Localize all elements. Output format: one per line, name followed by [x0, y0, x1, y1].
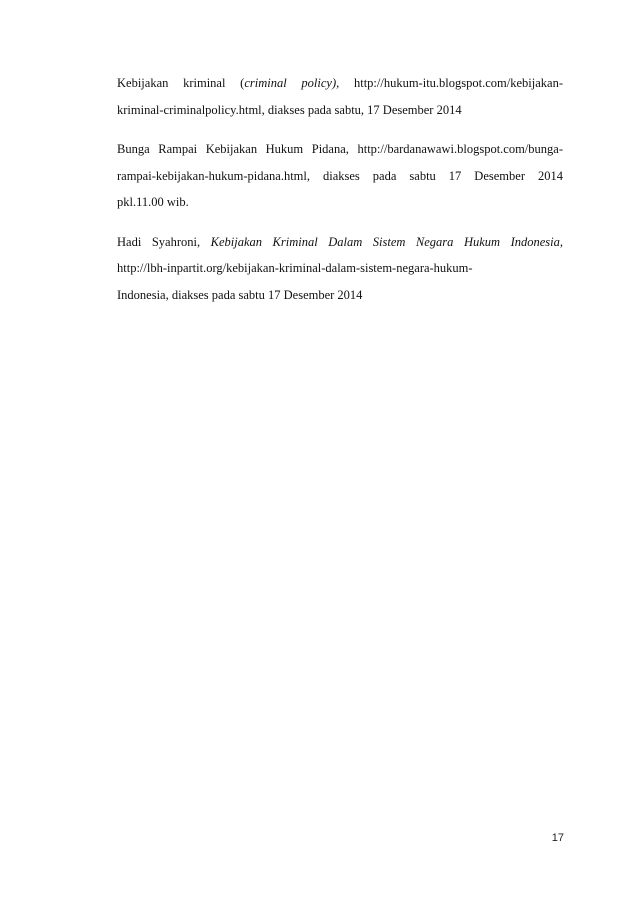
reference-entry [117, 136, 563, 216]
reference-text: rampai-kebijakan-hukum-pidana.html, diakses pada sabtu 17 Desember 2014 [117, 168, 563, 183]
reference-line [117, 282, 563, 309]
reference-entry [117, 229, 563, 309]
reference-text: pkl.11.00 wib. [117, 195, 189, 209]
reference-text: kriminal-criminalpolicy.html, diakses pada sabtu, 17 Desember 2014 [117, 102, 462, 117]
reference-text: http://hukum-itu.blogspot.com/kebijakan- [339, 76, 563, 90]
reference-entry [117, 70, 563, 123]
reference-text: Kebijakan kriminal ( [117, 76, 245, 90]
reference-list [117, 70, 563, 321]
reference-line [117, 189, 563, 216]
reference-line [117, 163, 563, 190]
reference-line [117, 136, 563, 163]
reference-text: Bunga Rampai Kebijakan Hukum Pidana, http://bardanawawi.blogspot.com/bunga- [117, 142, 563, 156]
reference-line [117, 255, 563, 282]
reference-line [117, 70, 563, 97]
reference-text: Indonesia, diakses pada sabtu 17 Desember 2014 [117, 287, 363, 302]
reference-text: Hadi Syahroni, [117, 234, 211, 249]
reference-line [117, 97, 563, 124]
reference-text: http://lbh-inpartit.org/kebijakan-kriminal-dalam-sistem-negara-hukum- [117, 261, 473, 275]
reference-line [117, 229, 564, 256]
page-number: 17 [551, 832, 564, 844]
reference-title-italic: criminal policy), [244, 76, 340, 90]
reference-title-italic: Kebijakan Kriminal Dalam Sistem Negara Hukum Indonesia, [210, 234, 564, 249]
